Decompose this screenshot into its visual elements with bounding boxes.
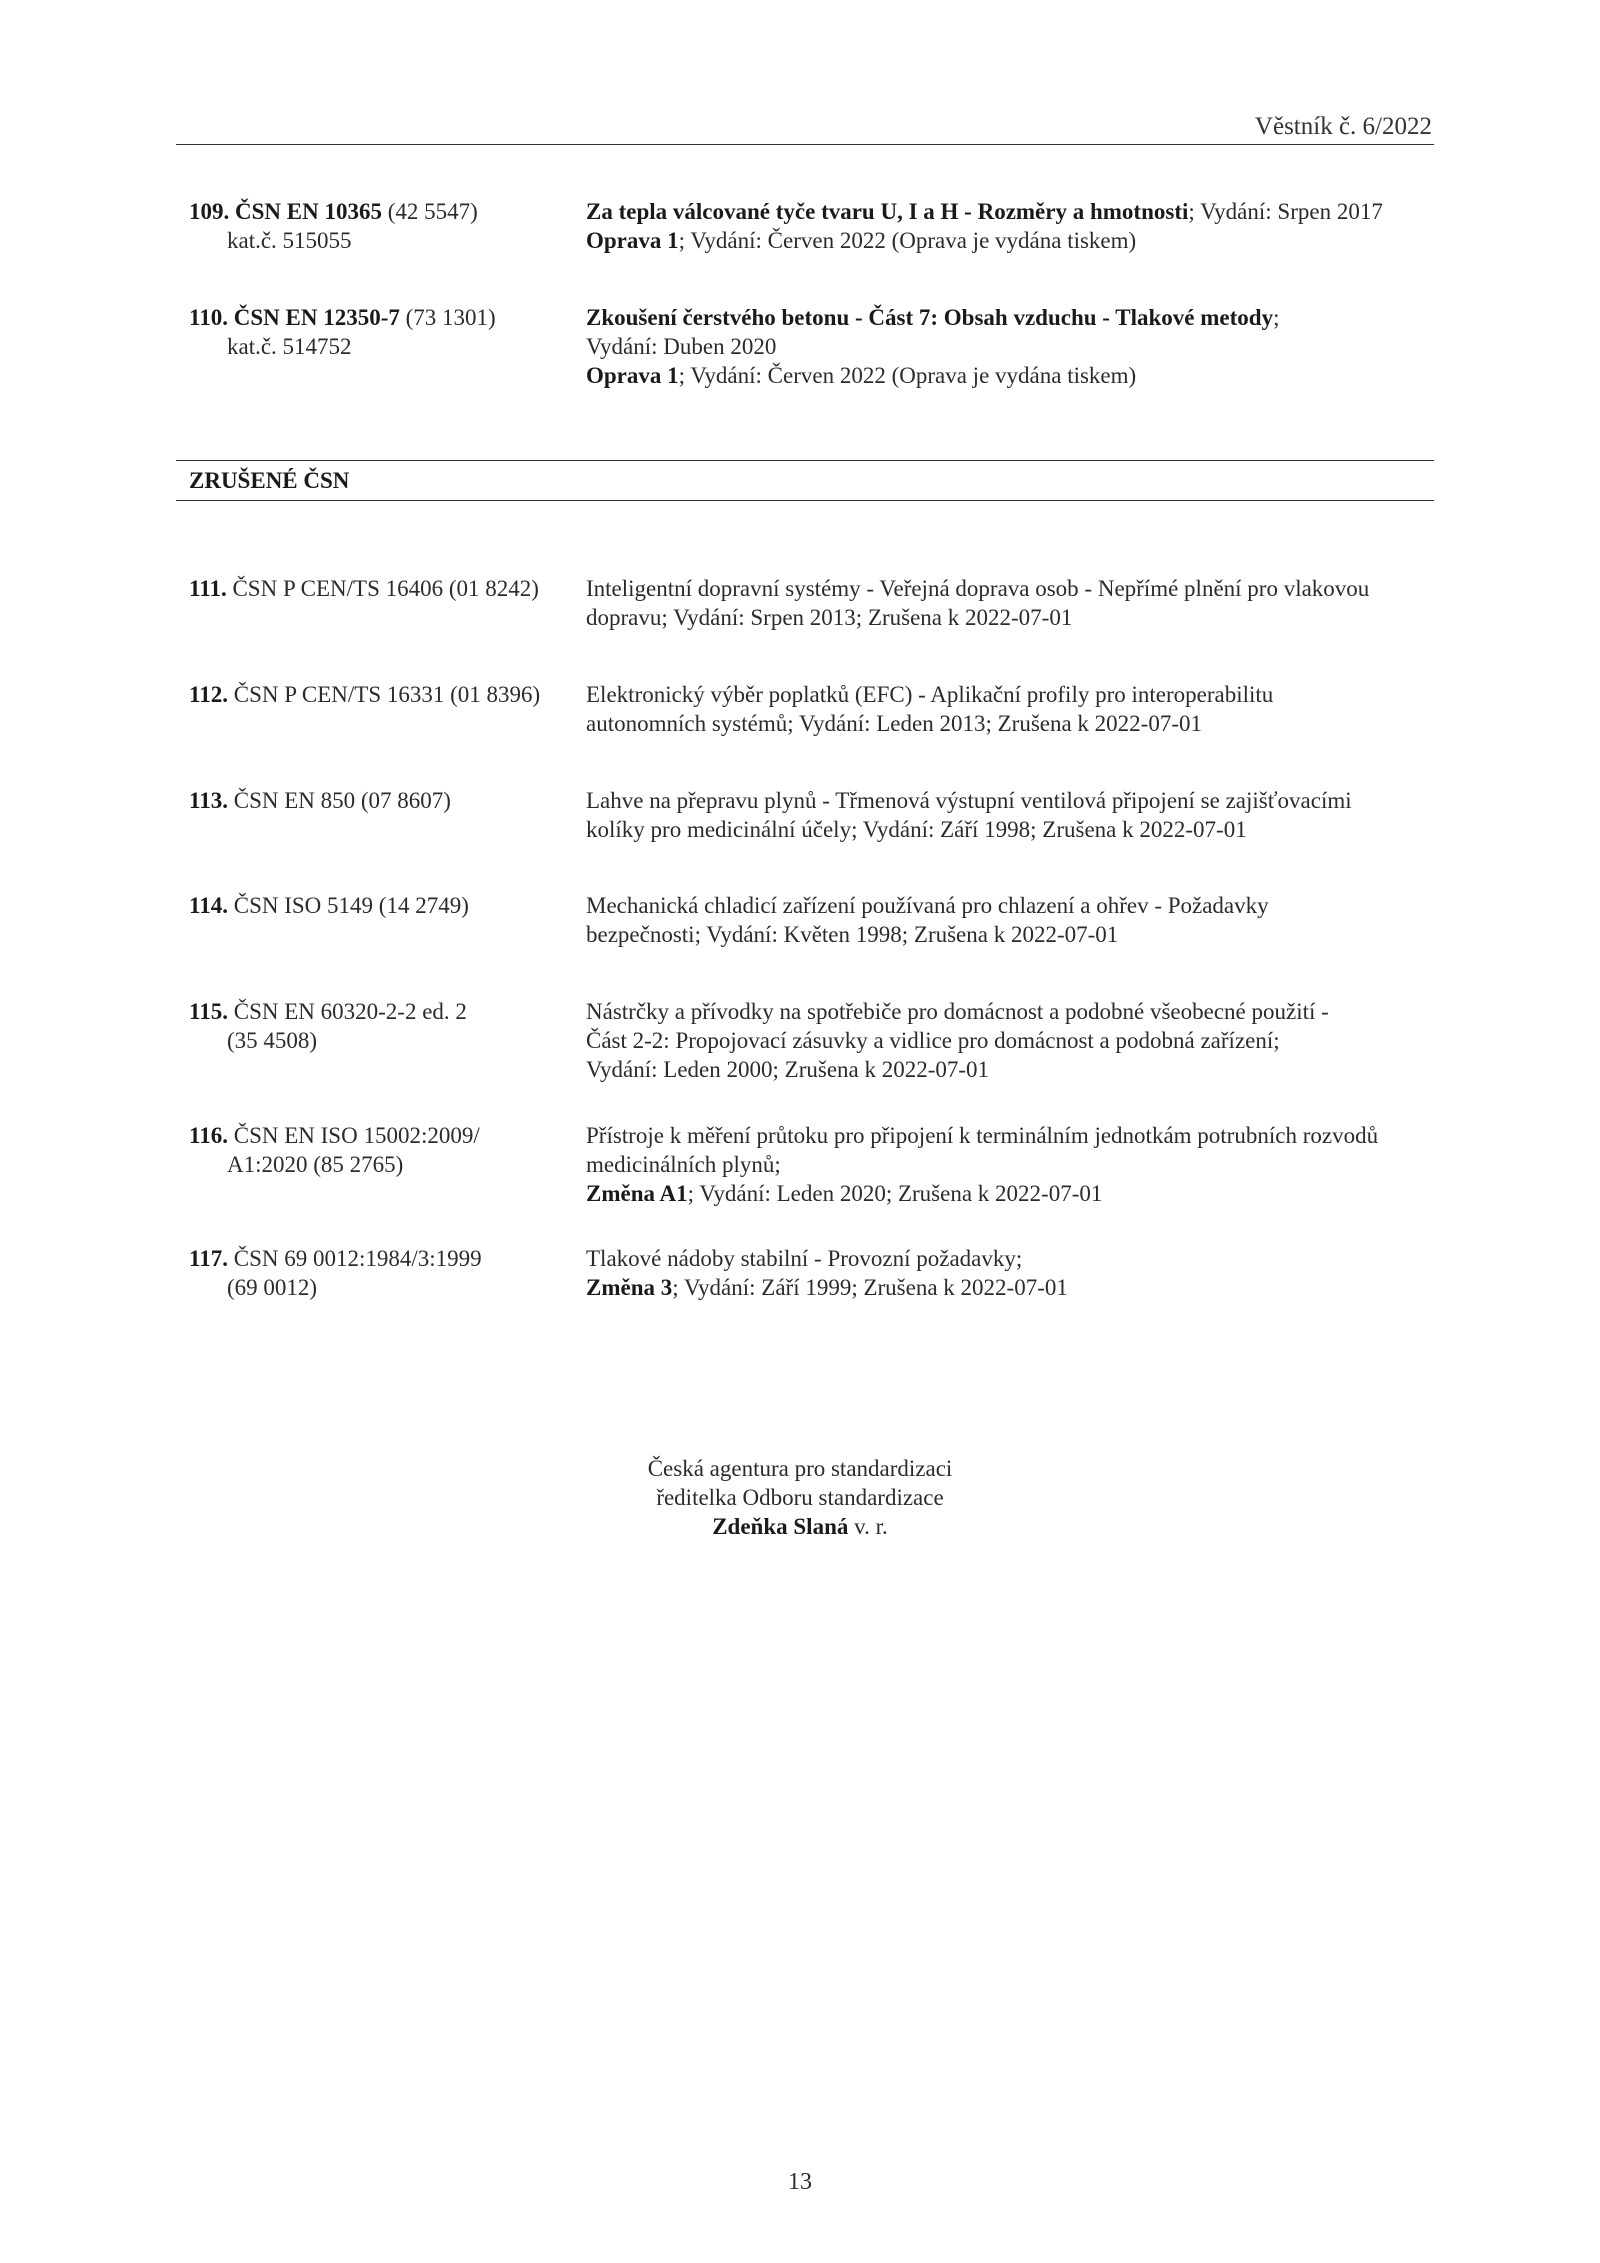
entry-id bbox=[189, 197, 579, 255]
entry-description: Zkoušení čerstvého betonu - Část 7: Obsah vzduchu - Tlakové metody; Vydání: Duben 2020 Oprava 1; Vydání: Červen 2022 (Oprava je vydána tiskem) bbox=[586, 303, 1436, 390]
entry-number: 111. bbox=[189, 576, 227, 601]
standard-code: ČSN ISO 5149 (14 2749) bbox=[227, 893, 469, 918]
standard-code: ČSN EN 850 (07 8607) bbox=[227, 788, 451, 813]
standard-code: ČSN P CEN/TS 16331 (01 8396) bbox=[227, 682, 541, 707]
entry-description: Inteligentní dopravní systémy - Veřejná doprava osob - Nepřímé plnění pro vlakovou dopravu; Vydání: Srpen 2013; Zrušena k 2022-07-01 bbox=[586, 576, 1370, 630]
signature-role: ředitelka Odboru standardizace bbox=[656, 1485, 944, 1510]
catalog-number: kat.č. 514752 bbox=[227, 334, 352, 359]
entry-number: 109. bbox=[189, 199, 230, 224]
entry-id bbox=[189, 303, 579, 361]
section-divider-bottom bbox=[176, 500, 1434, 501]
entry-number: 110. bbox=[189, 305, 228, 330]
section-title: ZRUŠENÉ ČSN bbox=[189, 468, 350, 493]
correction-label: Oprava 1 bbox=[586, 228, 679, 253]
standard-code: ČSN 69 0012:1984/3:1999 bbox=[227, 1246, 482, 1271]
entry-description: Za tepla válcované tyče tvaru U, I a H - Rozměry a hmotnosti; Vydání: Srpen 2017 Oprava 1; Vydání: Červen 2022 (Oprava je vydána tiskem) bbox=[586, 199, 1383, 253]
signatory-name: Zdeňka Slaná bbox=[712, 1514, 849, 1539]
section-divider-top bbox=[176, 460, 1434, 461]
standard-code: ČSN EN 60320-2-2 ed. 2 bbox=[227, 999, 467, 1024]
entry-number: 117. bbox=[189, 1246, 228, 1271]
signature-suffix: v. r. bbox=[848, 1514, 888, 1539]
classification-code: (69 0012) bbox=[227, 1275, 318, 1300]
entry-description: Nástrčky a přívodky na spotřebiče pro domácnost a podobné všeobecné použití - Část 2-2: Propojovací zásuvky a vidlice pro domácnost a podobná zařízení; Vydání: Leden 2000; Zrušena k 2022-07-01 bbox=[586, 999, 1329, 1082]
entry-description: Lahve na přepravu plynů - Třmenová výstupní ventilová připojení se zajišťovacími kolíky pro medicinální účely; Vydání: Září 1998; Zrušena k 2022-07-01 bbox=[586, 788, 1352, 842]
header-divider bbox=[176, 144, 1434, 145]
standard-code: ČSN P CEN/TS 16406 (01 8242) bbox=[226, 576, 539, 601]
classification-code: (73 1301) bbox=[405, 305, 496, 330]
amendment-label: Změna A1 bbox=[586, 1181, 688, 1206]
edition: Vydání: Duben 2020 bbox=[586, 334, 777, 359]
entry-number: 112. bbox=[189, 682, 228, 707]
classification-code: (35 4508) bbox=[227, 1028, 318, 1053]
standard-title: Zkoušení čerstvého betonu - Část 7: Obsah vzduchu - Tlakové metody bbox=[586, 305, 1274, 330]
signature-organization: Česká agentura pro standardizaci bbox=[647, 1456, 953, 1481]
entry-number: 113. bbox=[189, 788, 228, 813]
page-number: 13 bbox=[788, 2169, 812, 2195]
amendment-label: Změna 3 bbox=[586, 1275, 673, 1300]
classification-code: A1:2020 (85 2765) bbox=[227, 1152, 404, 1177]
standard-code: ČSN EN ISO 15002:2009/ bbox=[227, 1123, 480, 1148]
entry-description: Tlakové nádoby stabilní - Provozní požadavky; Změna 3; Vydání: Září 1999; Zrušena k 2022-07-01 bbox=[586, 1246, 1068, 1300]
catalog-number: kat.č. 515055 bbox=[227, 228, 352, 253]
entry-description: Elektronický výběr poplatků (EFC) - Aplikační profily pro interoperabilitu autonomních systémů; Vydání: Leden 2013; Zrušena k 2022-07-01 bbox=[586, 682, 1274, 736]
entry-description: Přístroje k měření průtoku pro připojení k terminálním jednotkám potrubních rozvodů medicinálních plynů; Změna A1; Vydání: Leden 2020; Zrušena k 2022-07-01 bbox=[586, 1123, 1379, 1206]
standard-code: ČSN EN 10365 bbox=[235, 199, 382, 224]
correction-label: Oprava 1 bbox=[586, 363, 679, 388]
standard-code: ČSN EN 12350-7 bbox=[233, 305, 400, 330]
entry-number: 115. bbox=[189, 999, 228, 1024]
signature-block bbox=[0, 1454, 1600, 1541]
standard-title: Za tepla válcované tyče tvaru U, I a H - Rozměry a hmotnosti bbox=[586, 199, 1189, 224]
entry-number: 116. bbox=[189, 1123, 228, 1148]
entry-description: Mechanická chladicí zařízení používaná pro chlazení a ohřev - Požadavky bezpečnosti; Vydání: Květen 1998; Zrušena k 2022-07-01 bbox=[586, 893, 1269, 947]
bulletin-title: Věstník č. 6/2022 bbox=[1254, 113, 1432, 140]
entry-number: 114. bbox=[189, 893, 228, 918]
classification-code: (42 5547) bbox=[387, 199, 478, 224]
